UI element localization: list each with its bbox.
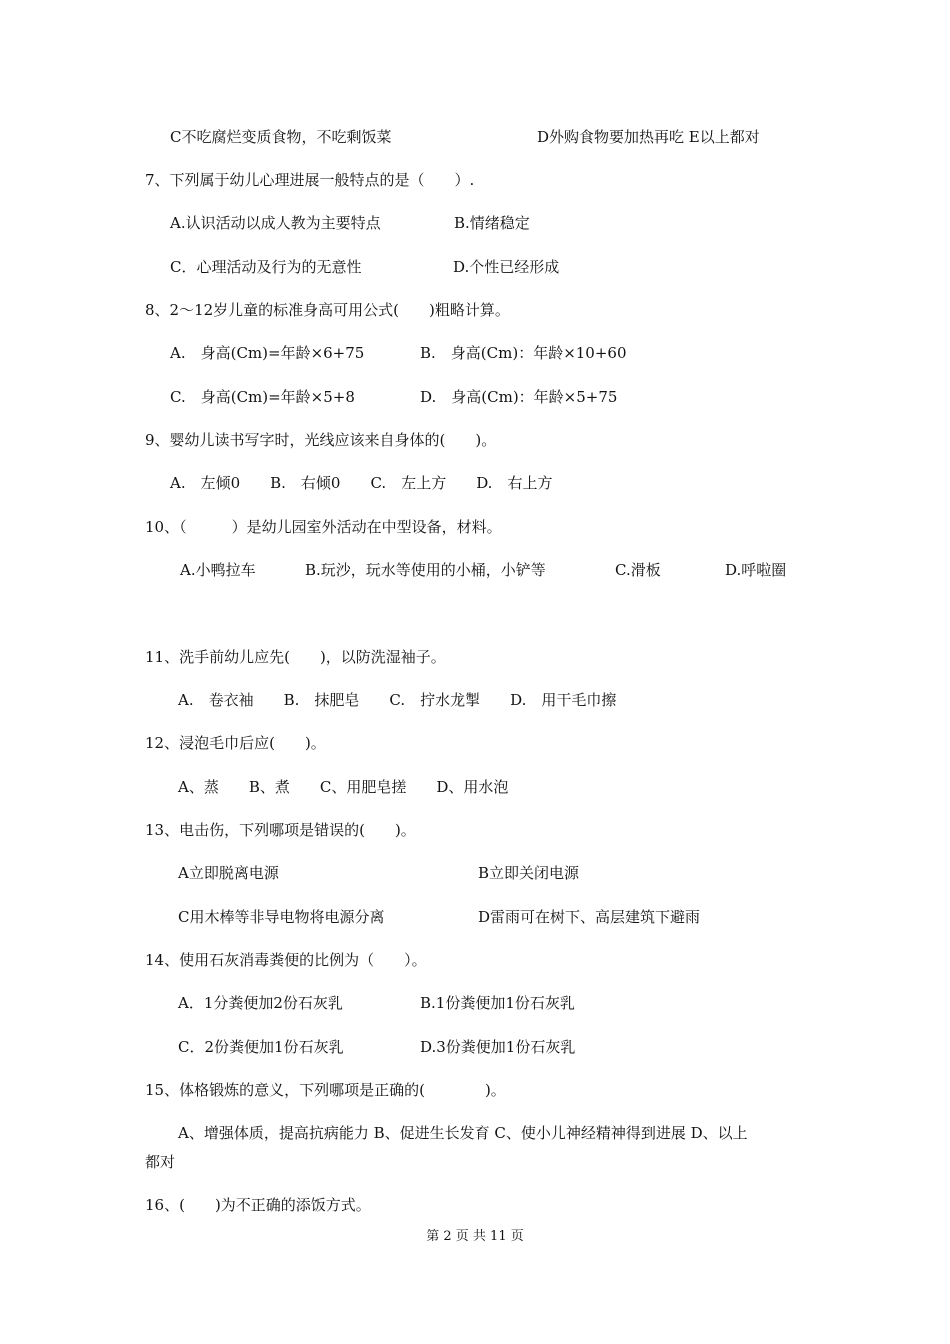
q13-option-c: C用木棒等非导电物将电源分离 [178,908,385,926]
q14-option-b: B.1份粪便加1份石灰乳 [420,994,575,1012]
q14-option-d: D.3份粪便加1份石灰乳 [420,1038,576,1056]
q7-option-a: A.认识活动以成人教为主要特点 [170,214,381,232]
q10-option-d: D.呼啦圈 [725,561,787,579]
q9-stem: 9、婴幼儿读书写字时，光线应该来自身体的( )。 [145,431,497,449]
q14-option-a: A．1分粪便加2份石灰乳 [178,994,343,1012]
q6-option-de: D外购食物要加热再吃 E以上都对 [537,128,760,146]
q10-option-b: B.玩沙，玩水等使用的小桶，小铲等 [305,561,546,579]
q8-stem: 8、2～12岁儿童的标准身高可用公式( )粗略计算。 [145,301,510,319]
q10-option-c: C.滑板 [615,561,661,579]
q8-option-d: D. 身高(Cm)：年龄×5+75 [420,388,618,406]
q7-stem: 7、下列属于幼儿心理进展一般特点的是（ ）. [145,171,475,189]
q9-options: A. 左倾0 B. 右倾0 C. 左上方 D. 右上方 [170,474,553,492]
q10-option-a: A.小鸭拉车 [180,561,256,579]
q13-option-b: B立即关闭电源 [478,864,580,882]
q16-stem: 16、( )为不正确的添饭方式。 [145,1196,371,1214]
q8-option-b: B. 身高(Cm)：年龄×10+60 [420,344,627,362]
q7-option-c: C．心理活动及行为的无意性 [170,258,362,276]
q13-option-a: A立即脱离电源 [178,864,279,882]
q11-stem: 11、洗手前幼儿应先( )，以防洗湿袖子。 [145,648,446,666]
q13-option-d: D雷雨可在树下、高层建筑下避雨 [478,908,701,926]
q13-stem: 13、电击伤，下列哪项是错误的( )。 [145,821,416,839]
q10-stem: 10、（ ）是幼儿园室外活动在中型设备，材料。 [145,518,502,536]
q12-stem: 12、浸泡毛巾后应( )。 [145,734,326,752]
q15-stem: 15、体格锻炼的意义，下列哪项是正确的( )。 [145,1081,506,1099]
page-number-footer: 第 2 页 共 11 页 [426,1229,524,1244]
q7-option-d: D.个性已经形成 [453,258,560,276]
q15-options-line2: 都对 [145,1153,176,1171]
q14-option-c: C．2份粪便加1份石灰乳 [178,1038,344,1056]
q8-option-c: C. 身高(Cm)=年龄×5+8 [170,388,355,406]
q12-options: A、蒸 B、煮 C、用肥皂搓 D、用水泡 [178,778,509,796]
q15-options-line1: A、增强体质，提高抗病能力 B、促进生长发育 C、使小儿神经精神得到进展 D、以上 [178,1124,748,1142]
q14-stem: 14、使用石灰消毒粪便的比例为（ ）。 [145,951,427,969]
q11-options: A. 卷衣袖 B. 抹肥皂 C. 拧水龙掣 D. 用干毛巾擦 [178,691,617,709]
q8-option-a: A. 身高(Cm)=年龄×6+75 [170,344,365,362]
q6-option-c: C不吃腐烂变质食物，不吃剩饭菜 [170,128,392,146]
q7-option-b: B.情绪稳定 [454,214,530,232]
